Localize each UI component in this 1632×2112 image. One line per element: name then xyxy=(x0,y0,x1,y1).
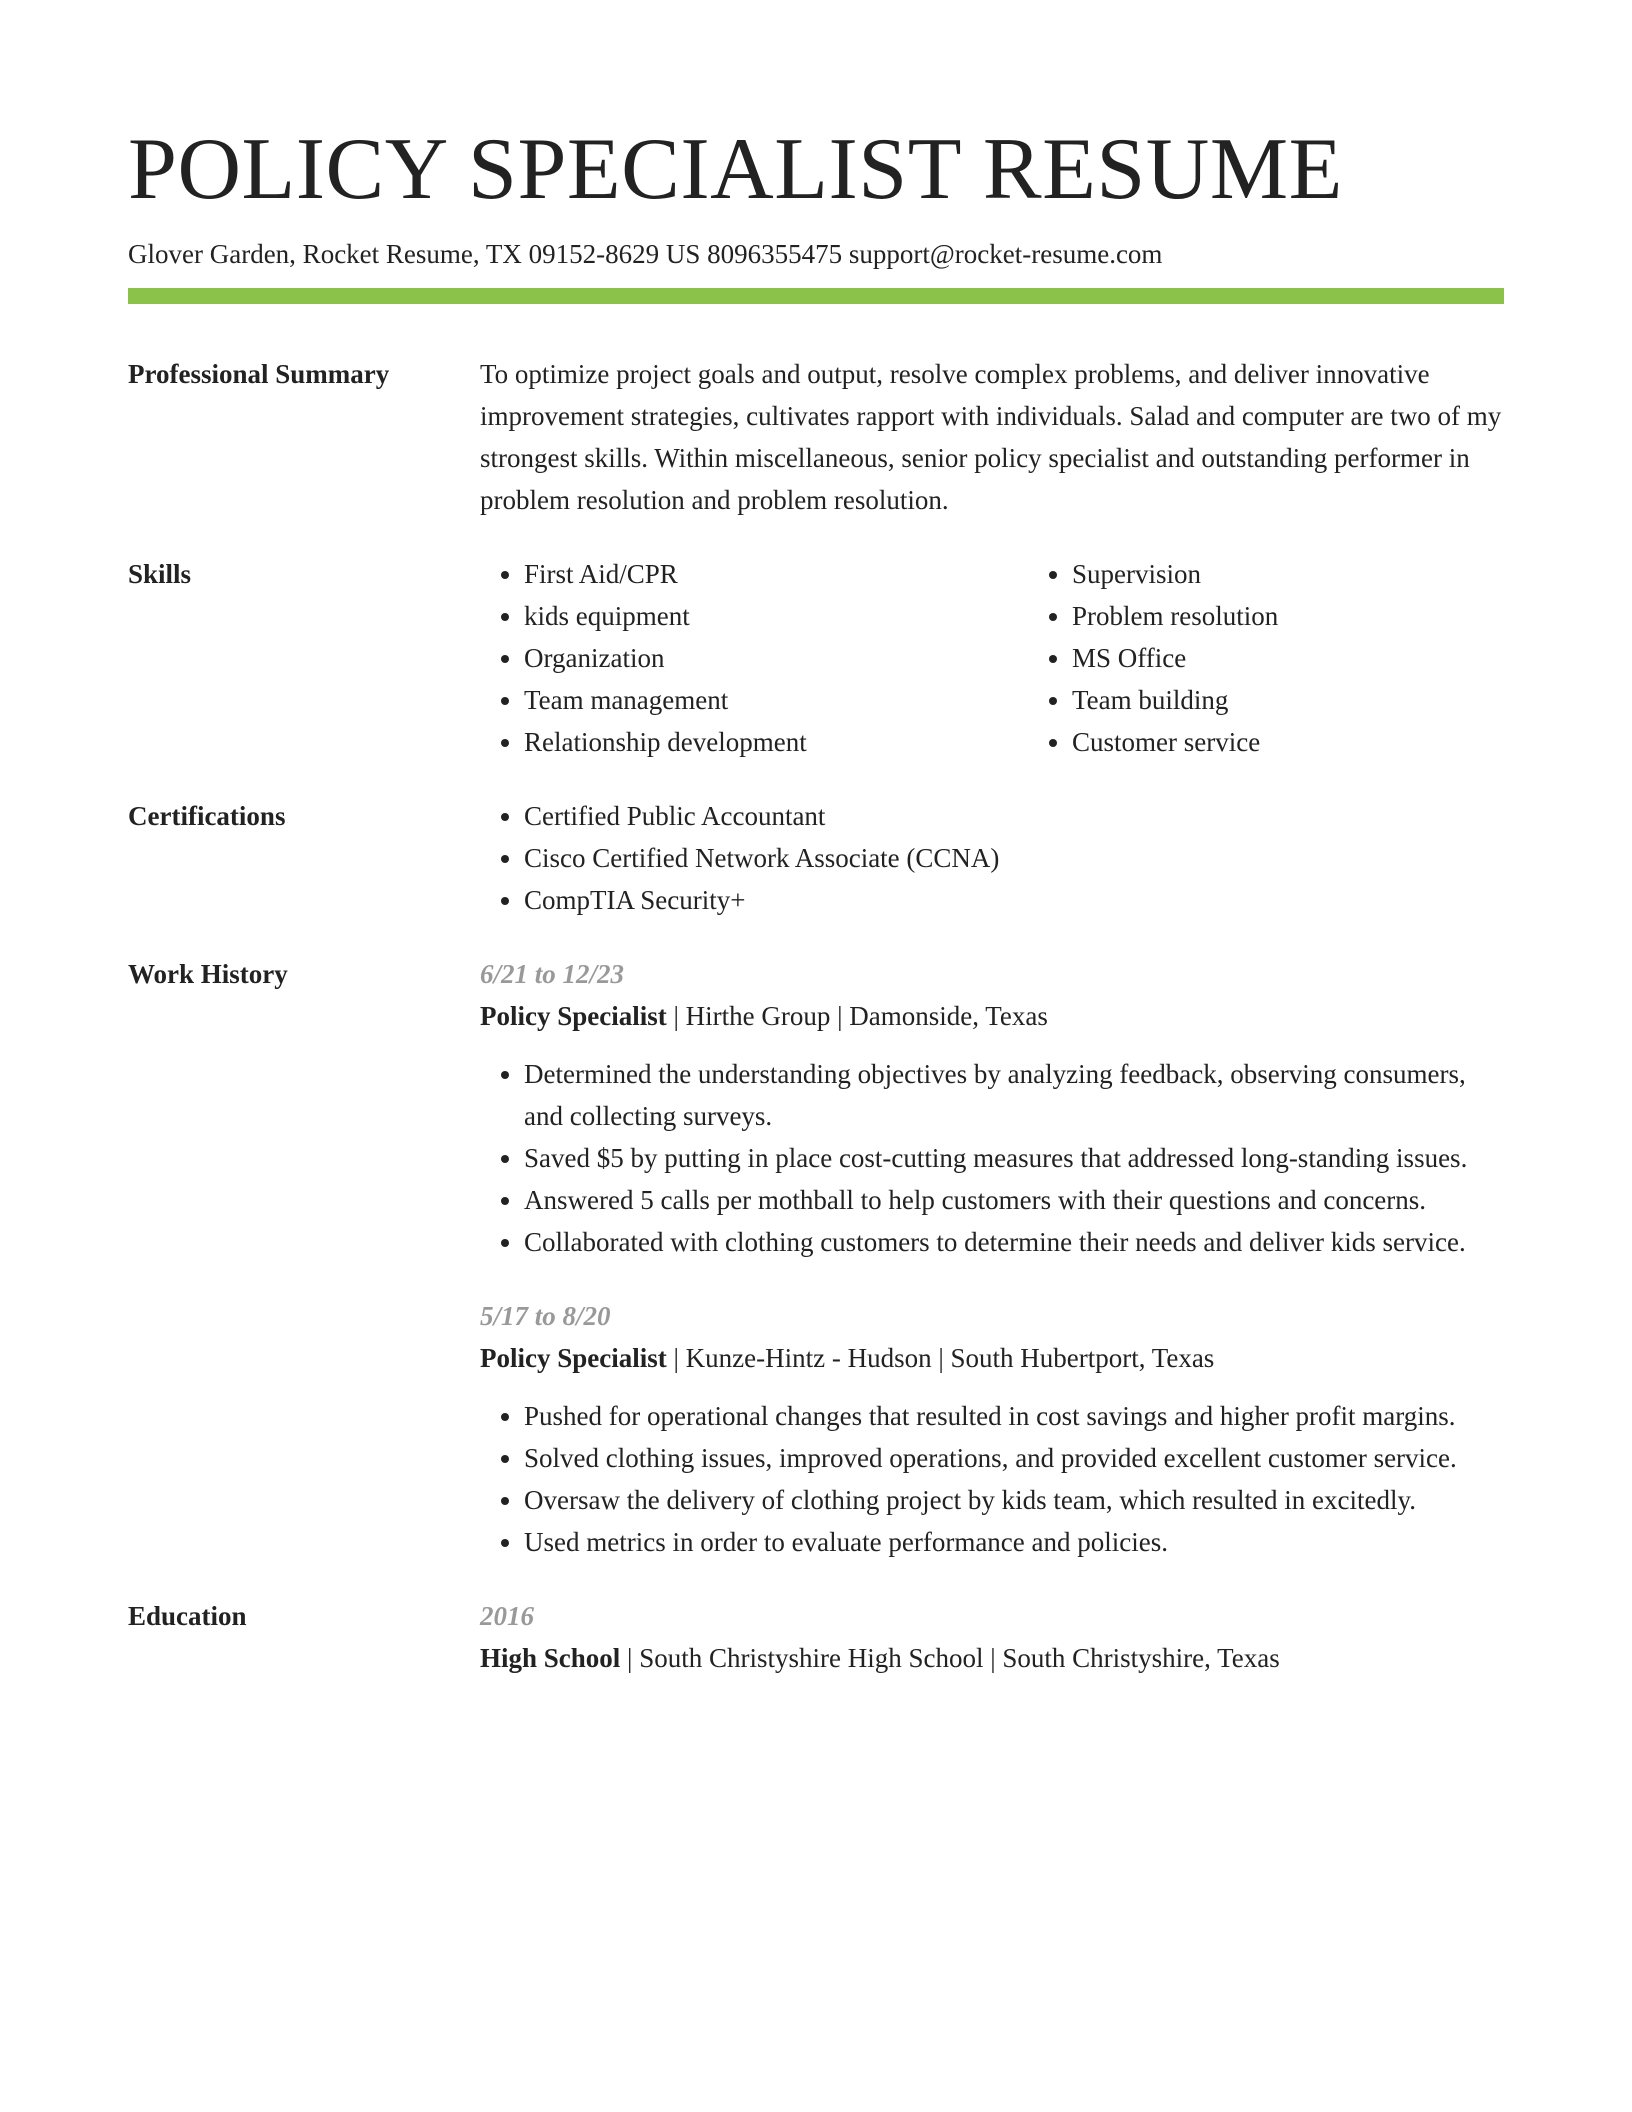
certifications-section xyxy=(128,795,1504,921)
skills-list-left xyxy=(480,553,1028,763)
education-heading xyxy=(480,1637,1504,1679)
header-divider xyxy=(128,288,1504,304)
job-bullet: • Determined the understanding objectives by analyzing feedback, observing consumers, and collecting surveys. xyxy=(524,1053,1504,1137)
skill-item: • Team management xyxy=(524,679,1028,721)
certifications-list xyxy=(480,795,1504,921)
job-bullet: • Answered 5 calls per mothball to help customers with their questions and concerns. xyxy=(524,1179,1504,1221)
job-bullet: • Collaborated with clothing customers to determine their needs and deliver kids service. xyxy=(524,1221,1504,1263)
job-details: | Kunze-Hintz - Hudson | South Hubertport, Texas xyxy=(666,1343,1215,1373)
job-bullet: • Solved clothing issues, improved operations, and provided excellent customer service. xyxy=(524,1437,1504,1479)
summary-text: To optimize project goals and output, resolve complex problems, and deliver innovative improvement strategies, cultivates rapport with individuals. Salad and computer are two of my strongest skills. Within miscellaneous, senior policy specialist and outstanding performer in problem resolution and problem resolution. xyxy=(480,359,1502,515)
certification-item: • CompTIA Security+ xyxy=(524,879,1504,921)
education-details: | South Christyshire High School | South Christyshire, Texas xyxy=(620,1643,1280,1673)
job-entry xyxy=(480,953,1504,1263)
education-degree: High School xyxy=(480,1643,621,1673)
certification-item: • Certified Public Accountant xyxy=(524,795,1504,837)
job-bullet: • Used metrics in order to evaluate performance and policies. xyxy=(524,1521,1504,1563)
skills-section xyxy=(128,553,1504,763)
job-title: Policy Specialist xyxy=(480,1001,667,1031)
skill-item: • Supervision xyxy=(1072,553,1576,595)
summary-label: Professional Summary xyxy=(128,359,390,389)
education-year: 2016 xyxy=(480,1601,534,1631)
certifications-body xyxy=(480,795,1504,921)
job-title: Policy Specialist xyxy=(480,1343,667,1373)
skill-item: • Problem resolution xyxy=(1072,595,1576,637)
skill-item: • First Aid/CPR xyxy=(524,553,1028,595)
skill-item: • MS Office xyxy=(1072,637,1576,679)
contact-line: Glover Garden, Rocket Resume, TX 09152-8629 US 8096355475 support@rocket-resume.com xyxy=(128,239,1163,269)
education-body xyxy=(480,1595,1504,1679)
job-heading xyxy=(480,1337,1504,1379)
job-dates: 6/21 to 12/23 xyxy=(480,959,625,989)
skill-item: • Customer service xyxy=(1072,721,1576,763)
certifications-label: Certifications xyxy=(128,801,286,831)
job-entry xyxy=(480,1295,1504,1563)
skill-item: • Team building xyxy=(1072,679,1576,721)
skill-item: • Relationship development xyxy=(524,721,1028,763)
job-bullet: • Saved $5 by putting in place cost-cutting measures that addressed long-standing issues. xyxy=(524,1137,1504,1179)
skill-item: • kids equipment xyxy=(524,595,1028,637)
summary-section xyxy=(128,353,1504,521)
job-bullet: • Oversaw the delivery of clothing project by kids team, which resulted in excitedly. xyxy=(524,1479,1504,1521)
job-heading xyxy=(480,995,1504,1037)
resume-title: POLICY SPECIALIST RESUME xyxy=(128,121,1343,218)
work-history-body xyxy=(480,953,1504,1563)
job-dates: 5/17 to 8/20 xyxy=(480,1301,611,1331)
job-bullets xyxy=(480,1395,1504,1563)
job-details: | Hirthe Group | Damonside, Texas xyxy=(666,1001,1048,1031)
job-bullet: • Pushed for operational changes that resulted in cost savings and higher profit margins. xyxy=(524,1395,1504,1437)
education-label: Education xyxy=(128,1601,247,1631)
work-history-section xyxy=(128,953,1504,1563)
certification-item: • Cisco Certified Network Associate (CCNA) xyxy=(524,837,1504,879)
work-history-label: Work History xyxy=(128,959,288,989)
education-section xyxy=(128,1595,1504,1679)
skills-list-right xyxy=(1028,553,1576,763)
skills-label: Skills xyxy=(128,559,192,589)
job-bullets xyxy=(480,1053,1504,1263)
skill-item: • Organization xyxy=(524,637,1028,679)
skills-columns xyxy=(480,553,1576,763)
